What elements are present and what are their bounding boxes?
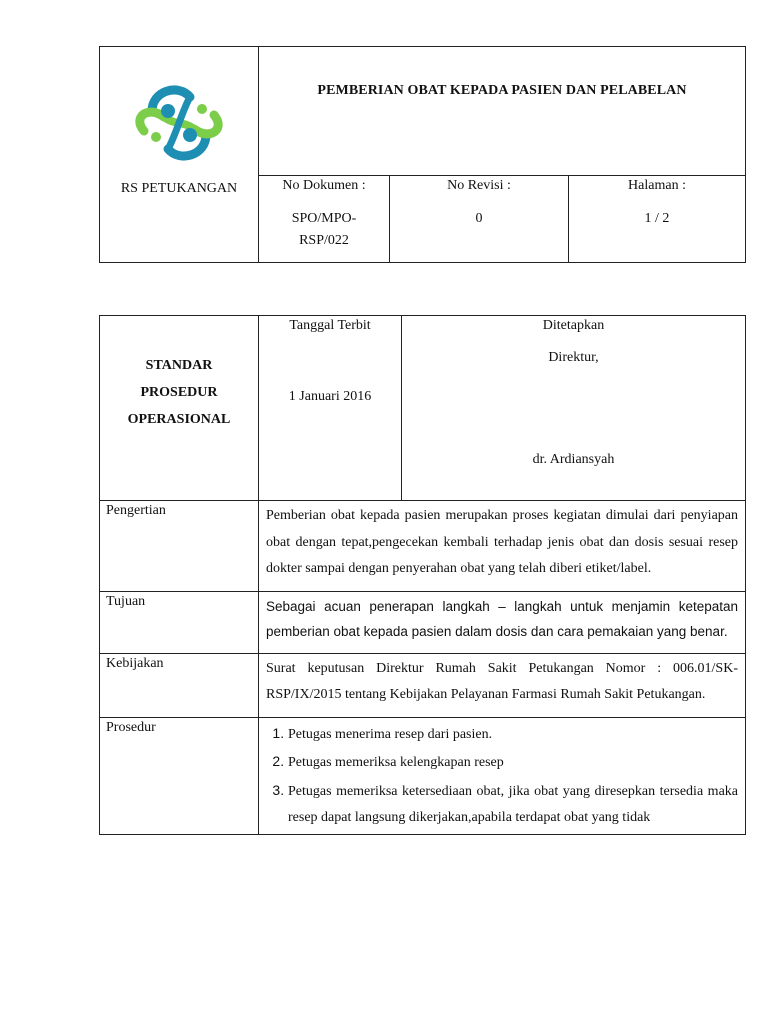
prosedur-label: Prosedur [100, 717, 259, 834]
kebijakan-label: Kebijakan [100, 653, 259, 717]
pengertian-label: Pengertian [100, 501, 259, 592]
no-revisi-value: 0 [475, 211, 483, 226]
ditetapkan-cell [402, 316, 746, 501]
tanggal-terbit-cell [259, 316, 402, 501]
prosedur-step: 2. Petugas memeriksa kelengkapan resep [288, 748, 738, 777]
prosedur-step: 3. Petugas memeriksa ketersediaan obat, jika obat yang diresepkan tersedia maka resep dapat langsung dikerjakan,apabila terdapat obat yang tidak [288, 777, 738, 832]
tanggal-terbit-label: Tanggal Terbit [289, 318, 371, 333]
no-dokumen-cell [259, 176, 390, 263]
sop-body-table [99, 315, 746, 835]
no-dokumen-value: SPO/MPO-RSP/022 [291, 211, 357, 248]
document-title-cell [259, 47, 746, 176]
sop-title-line-1: STANDAR [145, 358, 213, 373]
halaman-value: 1 / 2 [644, 211, 670, 226]
sop-title-line-2: PROSEDUR [140, 385, 218, 400]
ditetapkan-label: Ditetapkan [542, 318, 605, 333]
kebijakan-text: Surat keputusan Direktur Rumah Sakit Petukangan Nomor : 006.01/SK-RSP/IX/2015 tentang Kebijakan Pelayanan Farmasi Rumah Sakit Petukangan. [259, 653, 746, 717]
direktur-name: dr. Ardiansyah [532, 452, 615, 467]
tanggal-terbit-value: 1 Januari 2016 [288, 389, 372, 404]
hospital-logo [100, 47, 258, 177]
document-title: PEMBERIAN OBAT KEPADA PASIEN DAN PELABELAN [317, 83, 687, 98]
halaman-cell [569, 176, 746, 263]
prosedur-step: 1. Petugas menerima resep dari pasien. [288, 720, 738, 749]
sop-title-cell [100, 316, 259, 501]
no-revisi-cell [390, 176, 569, 263]
logo-cell [100, 47, 259, 263]
prosedur-cell [259, 717, 746, 834]
hospital-logo-icon [134, 77, 224, 169]
tujuan-text: Sebagai acuan penerapan langkah – langkah untuk menjamin ketepatan pemberian obat kepada pasien dalam dosis dan cara pemakaian yang benar. [259, 591, 746, 653]
sop-title-line-3: OPERASIONAL [127, 412, 231, 427]
document-header-table [99, 46, 746, 263]
hospital-name: RS PETUKANGAN [120, 181, 238, 196]
no-dokumen-label: No Dokumen : [282, 178, 366, 193]
no-revisi-label: No Revisi : [447, 178, 511, 193]
prosedur-steps-list [266, 720, 738, 832]
halaman-label: Halaman : [628, 178, 686, 193]
pengertian-text: Pemberian obat kepada pasien merupakan proses kegiatan dimulai dari penyiapan obat dengan tepat,pengecekan kembali terhadap jenis obat dan dosis sesuai resep dokter sampai dengan penyerahan obat yang telah diberi etiket/label. [259, 501, 746, 592]
direktur-label: Direktur, [548, 350, 599, 365]
tujuan-label: Tujuan [100, 591, 259, 653]
